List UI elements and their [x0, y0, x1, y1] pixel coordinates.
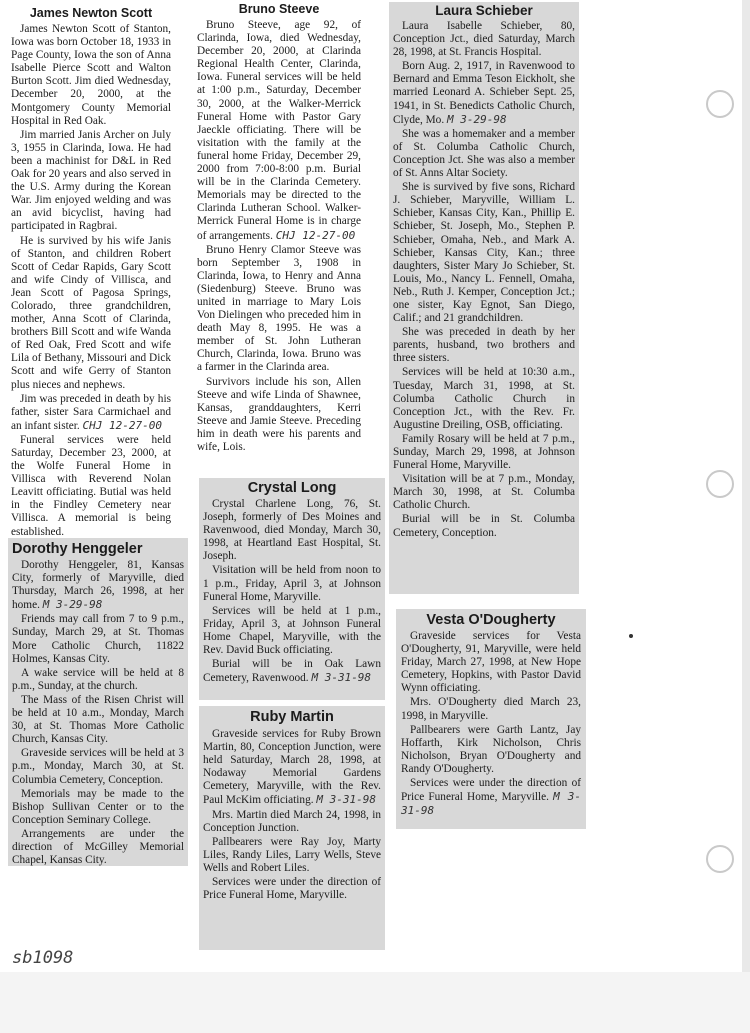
obituary-paragraph: A wake service will be held at 8 p.m., Sunday, at the church.	[12, 666, 184, 692]
obituary-paragraph: Services were under the direction of Price Funeral Home, Maryville.	[203, 876, 381, 902]
paragraph-text: Graveside services for Ruby Brown Martin, 80, Conception Junction, were held Saturday, March 28, 1998, at Nodaway Memorial Gardens Cemetery, Maryville, with the Rev. Paul McKim officiating.	[203, 728, 381, 807]
paragraph-text: Bruno Steeve, age 92, of Clarinda, Iowa, died Wednesday, December 20, 2000, at Clarinda Regional Health Center, Clarinda, Iowa. Funeral services will be held at 1:00 p.m., Saturday, December 30, 2000, at the Walker-Merrick Funeral Home with Pastor Gary Jaeckle officiating. There will be visitation with the family at the funeral home Friday, December 29, 2000 from 7:00-8:00 p.m. Burial will be in the Clarinda Cemetery. Memorials may be directed to the Clarinda Lutheran School. Walker-Merrick Funeral Home is in charge of arrangements.	[197, 19, 361, 242]
obituary-body	[393, 20, 575, 540]
obituary-paragraph: She was a homemaker and a member of St. Columba Catholic Church, Conception Jct. She was also a member of St. Anns Altar Society.	[393, 127, 575, 180]
obituary-paragraph: Visitation will be held from noon to 1 p.m., Friday, April 3, at Johnson Funeral Home, Maryville.	[203, 564, 381, 603]
obituary-paragraph: Bruno Henry Clamor Steeve was born September 3, 1908 in Clarinda, Iowa, to Henry and Anna (Siedenburg) Steeve. Bruno was united in marriage to Mary Lois Von Dielingen who preceded him in death May 8, 1995. He was a member of St. John Lutheran Church, Clarinda, Iowa. Bruno was a farmer in the Clarinda area.	[197, 243, 361, 374]
obituary-james-newton-scott	[8, 4, 174, 538]
obituary-dorothy-henggeler	[8, 538, 188, 866]
obituary-title: Vesta O'Dougherty	[426, 612, 556, 628]
obituary-title: James Newton Scott	[29, 6, 153, 20]
obituary-paragraph	[401, 777, 581, 818]
obituary-paragraph: Family Rosary will be held at 7 p.m., Sunday, March 29, 1998, at Johnson Funeral Home, Maryville.	[393, 432, 575, 472]
handwritten-note: M 3-31-98	[316, 793, 376, 807]
obituary-body	[12, 559, 184, 867]
handwritten-note: M 3-29-98	[42, 598, 103, 612]
obituary-paragraph: Jim married Janis Archer on July 3, 1955 in Clarinda, Iowa. He had been a machinist for D&L in Red Oak for 20 years and also served in the U.S. Army during the Korean War. Jim enjoyed welding and was an avid bicyclist, having had participated in Ragbrai.	[11, 128, 171, 233]
obituary-paragraph: Graveside services for Vesta O'Dougherty, 91, Maryville, were held Friday, March 27, 1998, at New Hope Cemetery, Hopkins, with Pastor David Wynn officiating.	[401, 630, 581, 695]
page-bottom-edge	[0, 972, 750, 1033]
handwritten-note: M 3-31-98	[311, 671, 372, 685]
obituary-paragraph: Memorials may be made to the Bishop Sullivan Center or to the Conception Seminary College.	[12, 787, 184, 826]
handwritten-note: M 3-31-98	[401, 790, 581, 818]
scrapbook-id-label: sb1098	[12, 948, 74, 968]
obituary-body	[203, 728, 381, 902]
obituary-paragraph: Burial will be in St. Columba Cemetery, Conception.	[393, 513, 575, 539]
obituary-paragraph: The Mass of the Risen Christ will be held at 10 a.m., Monday, March 30, at St. Thomas More Catholic Church, Kansas City.	[12, 693, 184, 746]
handwritten-note: M 3-29-98	[446, 112, 507, 126]
obituary-paragraph: She was preceded in death by her parents, husband, two brothers and three sisters.	[393, 326, 575, 365]
obituary-laura-schieber	[389, 2, 579, 594]
page-right-edge	[742, 0, 750, 1033]
obituary-paragraph	[393, 60, 575, 126]
obituary-paragraph: Mrs. O'Dougherty died March 23, 1998, in Maryville.	[401, 696, 581, 722]
paragraph-text: Services were under the direction of Price Funeral Home, Maryville.	[401, 777, 581, 804]
obituary-paragraph: Friends may call from 7 to 9 p.m., Sunday, March 29, at St. Thomas More Catholic Church, 11822 Holmes, Kansas City.	[12, 613, 184, 665]
paragraph-text: Born Aug. 2, 1917, in Ravenwood to Bernard and Emma Teson Eickholt, she married Leonard A. Schieber Sept. 25, 1941, in St. Benedicts Catholic Church, Clyde, Mo.	[393, 60, 575, 126]
obituary-paragraph: She is survived by five sons, Richard J. Schieber, Maryville, William L. Schieber, Kansas City, Kan., Phillip E. Schieber, St. Joseph, Mo., Stephen P. Schieber, Omaha, Neb., and Mark A. Schieber, Kansas City, Kan.; three daughters, Sister Mary Jo Schieber, St. Louis, Mo., Nancy L. Fennell, Omaha, Neb., Ruth J. Kemper, Conception Jct.; one sister, Kay Egnot, San Diego, Calif.; and 21 grandchildren.	[393, 181, 575, 325]
obituary-paragraph	[203, 728, 381, 808]
paragraph-text: Dorothy Henggeler, 81, Kansas City, formerly of Maryville, died Thursday, March 26, 1998, at her home.	[12, 559, 184, 612]
obituary-paragraph	[197, 19, 361, 243]
obituary-body	[197, 19, 361, 454]
obituary-paragraph: Mrs. Martin died March 24, 1998, in Conception Junction.	[203, 808, 381, 834]
obituary-title: Dorothy Henggeler	[12, 541, 143, 557]
obituary-title: Crystal Long	[247, 480, 337, 496]
obituary-paragraph: Arrangements are under the direction of McGilley Memorial Chapel, Kansas City.	[12, 827, 184, 867]
obituary-bruno-steeve	[194, 0, 364, 465]
binder-hole-bottom	[706, 845, 734, 873]
obituary-crystal-long	[199, 478, 385, 700]
obituary-paragraph: Funeral services were held Saturday, December 23, 2000, at the Wolfe Funeral Home in Villisca with Reverend Nolan Leavitt officiating. Butial was held in the Findley Cemetery near Villisca. A memorial is being established.	[11, 433, 171, 538]
paragraph-text: Burial will be in Oak Lawn Cemetery, Ravenwood.	[203, 658, 381, 685]
obituary-body	[401, 630, 581, 818]
binder-hole-top	[706, 90, 734, 118]
obituary-paragraph: Laura Isabelle Schieber, 80, Conception Jct., died Saturday, March 28, 1998, at St. Francis Hospital.	[393, 20, 575, 59]
obituary-paragraph: Visitation will be at 7 p.m., Monday, March 30, 1998, at St. Columba Catholic Church.	[393, 473, 575, 512]
obituary-paragraph: Services will be held at 1 p.m., Friday, April 3, at Johnson Funeral Home Chapel, Maryville, with the Rev. David Buck officiating.	[203, 604, 381, 657]
obituary-body	[203, 498, 381, 685]
obituary-ruby-martin	[199, 706, 385, 950]
obituary-vesta-odougherty	[396, 609, 586, 829]
obituary-paragraph	[203, 658, 381, 685]
handwritten-note: CHJ 12-27-00	[82, 418, 163, 432]
obituary-body	[11, 23, 171, 539]
binder-hole-middle	[706, 470, 734, 498]
obituary-paragraph: Survivors include his son, Allen Steeve and wife Linda of Shawnee, Kansas, granddaughters, Kerri Steeve and Jamie Steeve. Preceding him in death were his parents and wife, Lois.	[197, 375, 361, 453]
obituary-title: Ruby Martin	[250, 709, 334, 725]
obituary-paragraph: He is survived by his wife Janis of Stanton, and children Robert Scott of Cedar Rapids, Gary Scott and wife Cindy of Villisca, and Jean Scott of Pagosa Springs, Colorado, three grandchildren, mother, Anna Scott of Clarinda, brothers Bill Scott and wife Wanda of Red Oak, Fred Scott and wife Lila of Bethany, Missouri and Dick Scott and wife Gerry of Stanton plus nieces and nephews.	[11, 234, 171, 391]
obituary-paragraph	[11, 393, 171, 433]
obituary-title: Bruno Steeve	[238, 2, 320, 16]
ink-speck	[629, 634, 633, 638]
obituary-title: Laura Schieber	[435, 3, 533, 18]
obituary-paragraph: Pallbearers were Ray Joy, Marty Liles, Randy Liles, Larry Wells, Steve Wells and Robert Liles.	[203, 835, 381, 874]
obituary-paragraph: Services will be held at 10:30 a.m., Tuesday, March 31, 1998, at St. Columba Catholic Church in Conception Jct., with the Rev. Fr. Augustine Dreiling, OSB, officiating.	[393, 366, 575, 431]
handwritten-note: CHJ 12-27-00	[275, 228, 356, 242]
obituary-paragraph: Crystal Charlene Long, 76, St. Joseph, formerly of Des Moines and Ravenwood, died Monday, March 30, 1998, at Heartland East Hospital, St. Joseph.	[203, 498, 381, 563]
obituary-paragraph: Pallbearers were Garth Lantz, Jay Hoffarth, Kirk Nicholson, Chris Nicholson, Bryan O'Dougherty and Randy O'Dougherty.	[401, 723, 581, 775]
obituary-paragraph: James Newton Scott of Stanton, Iowa was born October 18, 1933 in Page County, Iowa the son of Anna Isabelle Pierce Scott and Walton Burton Scott. Jim died Wednesday, December 20, 2000, at the Montgomery County Memorial Hospital in Red Oak.	[11, 23, 171, 127]
obituary-paragraph	[12, 559, 184, 612]
obituary-paragraph: Graveside services will be held at 3 p.m., Monday, March 30, at St. Columbia Cemetery, Conception.	[12, 747, 184, 786]
paragraph-text: Jim was preceded in death by his father, sister Sara Carmichael and an infant sister.	[11, 392, 171, 432]
